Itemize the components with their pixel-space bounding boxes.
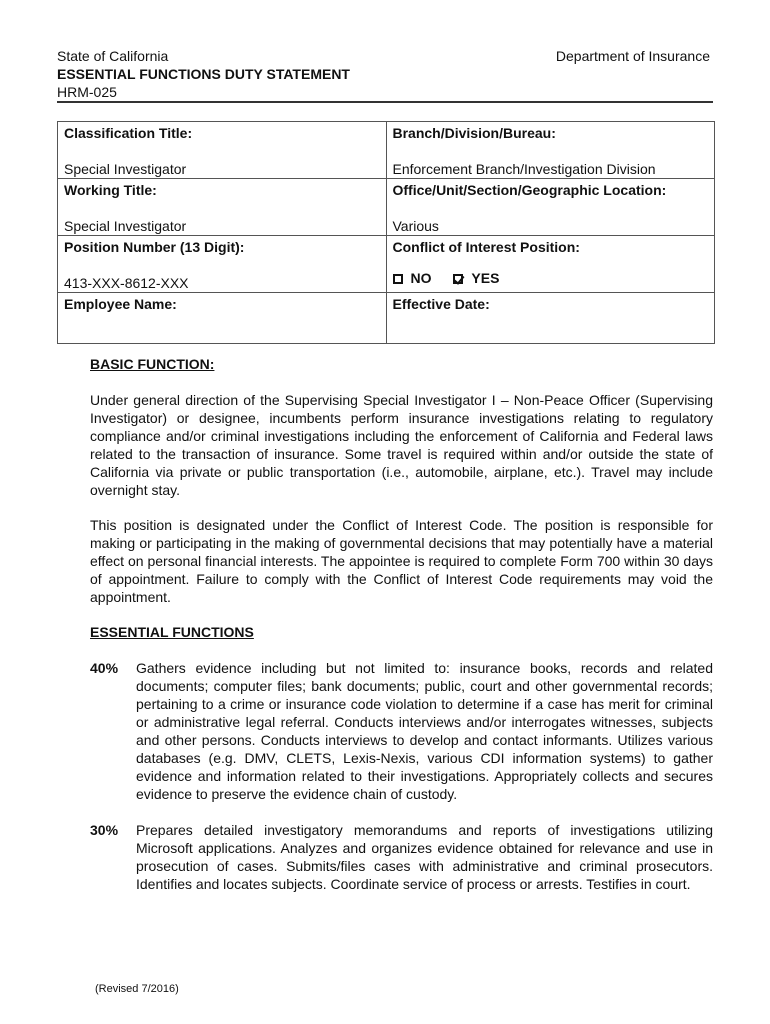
effective-date-label: Effective Date: bbox=[392, 296, 490, 312]
function-description: Prepares detailed investigatory memorandums and reports of investigations utilizing Microsoft applications. Analyzes and organizes evidence obtained for relevance and use in prosecution of cases. Submits/files cases with administrative and criminal prosecutors. Identifies and locates subjects. Coordinate service of process or arrests. Testifies in court. bbox=[136, 822, 713, 892]
branch-cell bbox=[386, 122, 715, 179]
employee-name-label: Employee Name: bbox=[64, 296, 177, 312]
revision-note: (Revised 7/2016) bbox=[95, 983, 179, 995]
branch-label: Branch/Division/Bureau: bbox=[392, 125, 556, 141]
working-title-label: Working Title: bbox=[64, 182, 157, 198]
document-body bbox=[90, 355, 713, 893]
branch-value: Enforcement Branch/Investigation Division bbox=[392, 161, 656, 177]
position-number-label: Position Number (13 Digit): bbox=[64, 239, 245, 255]
basic-function-heading: BASIC FUNCTION: bbox=[90, 356, 215, 372]
essential-functions-heading: ESSENTIAL FUNCTIONS bbox=[90, 624, 254, 640]
function-item bbox=[90, 659, 713, 803]
office-value: Various bbox=[392, 218, 439, 234]
working-title-cell bbox=[58, 179, 387, 236]
position-number-cell bbox=[58, 236, 387, 293]
effective-date-cell bbox=[386, 293, 715, 344]
conflict-no-checkbox[interactable] bbox=[393, 274, 403, 284]
classification-label: Classification Title: bbox=[64, 125, 193, 141]
classification-value: Special Investigator bbox=[64, 161, 187, 177]
employee-name-cell bbox=[58, 293, 387, 344]
state-name: State of California bbox=[57, 48, 169, 64]
conflict-options bbox=[393, 269, 709, 287]
conflict-yes-label: YES bbox=[471, 270, 500, 286]
document-header bbox=[57, 47, 350, 101]
document-title: ESSENTIAL FUNCTIONS DUTY STATEMENT bbox=[57, 66, 350, 82]
header-divider bbox=[57, 101, 713, 103]
office-label: Office/Unit/Section/Geographic Location: bbox=[392, 182, 667, 198]
conflict-yes-checkbox[interactable] bbox=[453, 274, 463, 284]
conflict-cell bbox=[386, 236, 715, 293]
office-cell bbox=[386, 179, 715, 236]
conflict-no-label: NO bbox=[410, 270, 432, 286]
classification-cell bbox=[58, 122, 387, 179]
form-code: HRM-025 bbox=[57, 84, 117, 100]
department-name: Department of Insurance bbox=[555, 48, 710, 64]
basic-function-paragraph: Under general direction of the Supervising Special Investigator I – Non-Peace Officer (Supervising Investigator) or designee, incumbents perform insurance investigations relating to regulatory compliance and/or criminal investigations including the enforcement of California and Federal laws related to the transaction of insurance. Some travel is required within and/or outside the state of California via private or public transportation (i.e., automobile, airplane, etc.). Travel may include overnight stay. bbox=[90, 392, 713, 498]
function-description: Gathers evidence including but not limited to: insurance books, records and related documents; computer files; bank documents; public, court and other governmental records; pertaining to a crime or insurance code violation to determine if a case has merit for criminal or administrative legal referral. Conducts interviews and/or interrogates witnesses, subjects and other persons. Conducts interviews to develop and contact informants. Utilizes various databases (e.g. DMV, CLETS, Lexis-Nexis, various CDI information systems) to gather evidence and information related to their investigations. Appropriately collects and secures evidence to preserve the evidence chain of custody. bbox=[136, 660, 713, 802]
function-item bbox=[90, 821, 713, 893]
function-percent: 40% bbox=[90, 660, 119, 676]
conflict-label: Conflict of Interest Position: bbox=[392, 239, 580, 255]
function-percent: 30% bbox=[90, 822, 119, 838]
position-number-value: 413-XXX-8612-XXX bbox=[64, 275, 189, 291]
conflict-of-interest-paragraph: This position is designated under the Conflict of Interest Code. The position is responsible for making or participating in the making of governmental decisions that may potentially have a material effect on personal financial interests. The appointee is required to complete Form 700 within 30 days of appointment. Failure to comply with the Conflict of Interest Code requirements may void the appointment. bbox=[90, 517, 713, 605]
working-title-value: Special Investigator bbox=[64, 218, 187, 234]
position-info-table bbox=[57, 121, 715, 344]
